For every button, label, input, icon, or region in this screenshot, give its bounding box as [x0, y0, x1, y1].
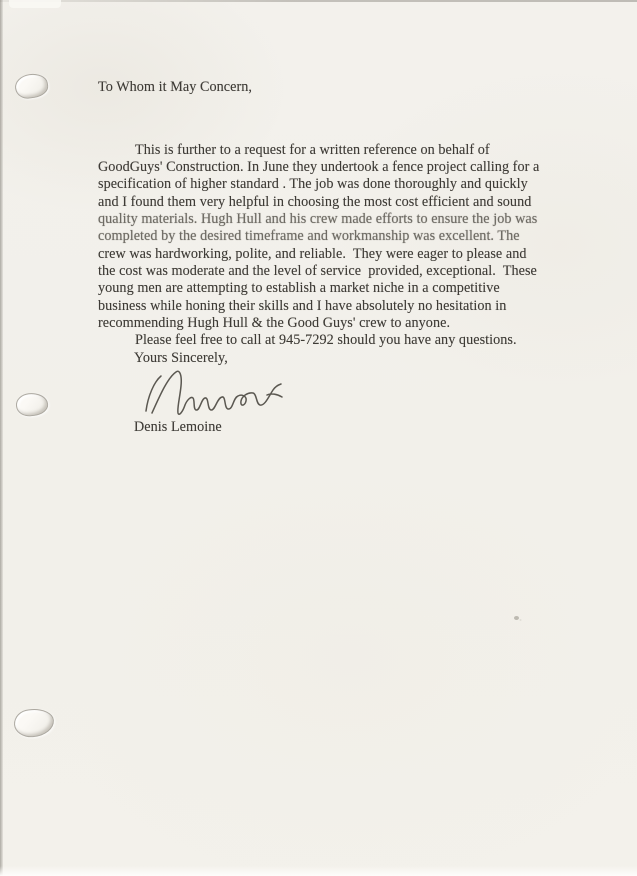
- body-line: the cost was moderate and the level of service provided, exceptional. These: [98, 263, 537, 280]
- scan-edge-bottom: [0, 866, 637, 876]
- body-line: young men are attempting to establish a market niche in a competitive: [98, 280, 500, 297]
- body-line: specification of higher standard . The job was done thoroughly and quickly: [98, 176, 528, 193]
- valediction: Yours Sincerely,: [134, 350, 228, 366]
- signature-icon: [128, 367, 288, 425]
- body-line: Please feel free to call at 945-7292 should you have any questions.: [135, 332, 517, 349]
- body-line: business while honing their skills and I have absolutely no hesitation in: [98, 297, 507, 314]
- body-line: crew was hardworking, polite, and reliable. They were eager to please and: [98, 245, 527, 262]
- salutation: To Whom it May Concern,: [98, 79, 252, 95]
- scan-edge-left: [0, 0, 3, 876]
- punch-hole-top: [13, 72, 49, 100]
- punch-hole-bottom: [13, 708, 55, 739]
- scan-speck: [514, 616, 519, 620]
- body-line: This is further to a request for a written reference on behalf of: [135, 141, 490, 158]
- letter-body: [98, 107, 539, 385]
- scan-edge-top-notch: [9, 0, 61, 8]
- body-line: quality materials. Hugh Hull and his crew made efforts to ensure the job was: [98, 211, 538, 228]
- punch-hole-middle: [15, 391, 49, 417]
- body-line: completed by the desired timeframe and workmanship was excellent. The: [98, 228, 520, 245]
- body-line: and I found them very helpful in choosing the most cost efficient and sound: [98, 193, 532, 210]
- body-line: GoodGuys' Construction. In June they undertook a fence project calling for a: [98, 159, 540, 176]
- body-line: recommending Hugh Hull & the Good Guys' crew to anyone.: [98, 315, 451, 332]
- scan-edge-top: [0, 0, 637, 2]
- signer-name: Denis Lemoine: [134, 419, 222, 435]
